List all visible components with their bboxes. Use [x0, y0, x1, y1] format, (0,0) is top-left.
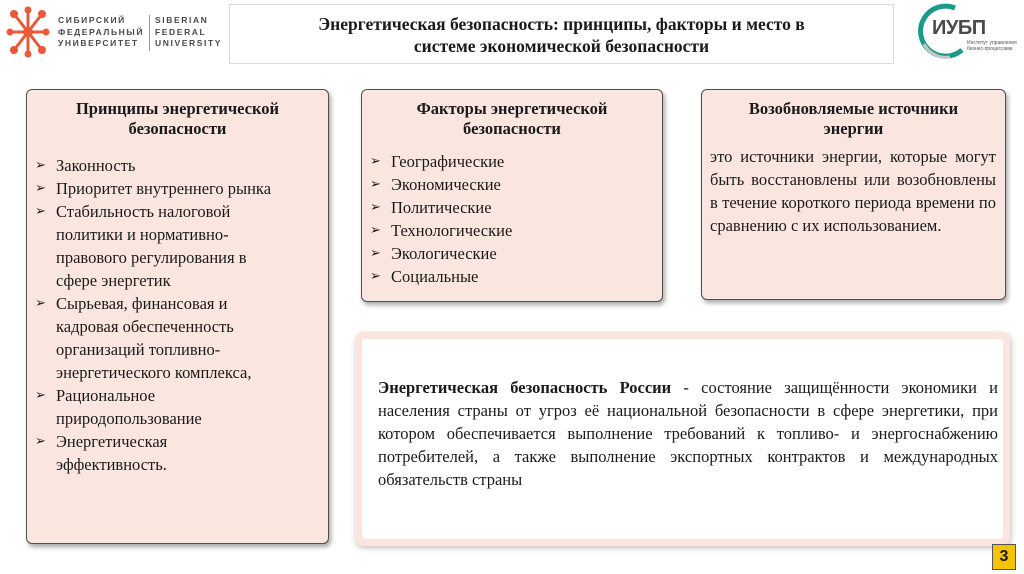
- iubp-subtitle: Институт управления бизнес-процессами: [967, 40, 1017, 52]
- arrow-bullet-icon: ➢: [35, 158, 46, 173]
- arrow-bullet-icon: ➢: [35, 296, 46, 311]
- factors-title: Факторы энергетической безопасности: [416, 99, 608, 138]
- list-item: ➢ Рациональное природопользование: [35, 386, 202, 428]
- arrow-bullet-icon: ➢: [35, 204, 46, 219]
- list-item: ➢ Социальные: [370, 267, 479, 286]
- slide-title: Энергетическая безопасность: принципы, факторы и место в системе экономической безопасности: [318, 14, 805, 56]
- sfu-molecule-icon: [6, 6, 52, 58]
- principles-card: [26, 89, 329, 544]
- arrow-bullet-icon: ➢: [370, 200, 381, 215]
- slide-title-box: [229, 4, 894, 64]
- sfu-name-ru: СИБИРСКИЙ ФЕДЕРАЛЬНЫЙ УНИВЕРСИТЕТ: [58, 15, 145, 48]
- sfu-logo: [6, 6, 232, 58]
- factors-card: [361, 89, 663, 302]
- list-item: ➢ Энергетическая эффективность.: [35, 432, 168, 474]
- iubp-label: ИУБП: [932, 17, 986, 39]
- arrow-bullet-icon: ➢: [370, 269, 381, 284]
- principles-list: [35, 154, 325, 476]
- definition-term: Энергетическая безопасность России: [378, 378, 672, 397]
- arrow-bullet-icon: ➢: [35, 388, 46, 403]
- arrow-bullet-icon: ➢: [370, 154, 381, 169]
- list-item: ➢ Экологические: [370, 244, 497, 263]
- arrow-bullet-icon: ➢: [35, 181, 46, 196]
- list-item: ➢ Приоритет внутреннего рынка: [35, 179, 272, 198]
- renewables-title: Возобновляемые источники энергии: [748, 99, 959, 138]
- definition-box: [355, 332, 1010, 546]
- arrow-bullet-icon: ➢: [370, 246, 381, 261]
- arrow-bullet-icon: ➢: [370, 223, 381, 238]
- factors-list: [370, 150, 655, 288]
- list-item: ➢ Экономические: [370, 175, 501, 194]
- sfu-divider: [149, 15, 150, 51]
- definition-body: - состояние защищённости экономики и населения страны от угроз её национальной безопасности в сфере энергетики, при котором обеспечивается выполнение требований к топливо- и энергоснабжению потребителей, а также выполнение экспортных контрактов и международных обязательств страны: [378, 378, 998, 489]
- list-item: ➢ Сырьевая, финансовая и кадровая обеспеченность организаций топливно- энергетического комплекса,: [35, 294, 252, 382]
- list-item: ➢ Стабильность налоговой политики и нормативно- правового регулирования в сфере энергетик: [35, 202, 247, 290]
- list-item: ➢ Географические: [370, 152, 505, 171]
- arrow-bullet-icon: ➢: [370, 177, 381, 192]
- definition-text: [378, 376, 998, 491]
- sfu-name-en: SIBERIAN FEDERAL UNIVERSITY: [155, 15, 223, 48]
- iubp-logo: [910, 2, 1022, 62]
- arrow-bullet-icon: ➢: [35, 434, 46, 449]
- renewables-description: это источники энергии, которые могут быть восстановлены или возобновлены в течение короткого периода времени по сравнению с их использованием.: [710, 147, 996, 235]
- list-item: ➢ Политические: [370, 198, 492, 217]
- list-item: ➢ Законность: [35, 156, 136, 175]
- principles-title: Принципы энергетической безопасности: [75, 99, 280, 138]
- renewables-card: [701, 89, 1006, 300]
- page-number-badge: 3: [992, 544, 1016, 570]
- list-item: ➢ Технологические: [370, 221, 513, 240]
- definition-panel: [362, 339, 1003, 539]
